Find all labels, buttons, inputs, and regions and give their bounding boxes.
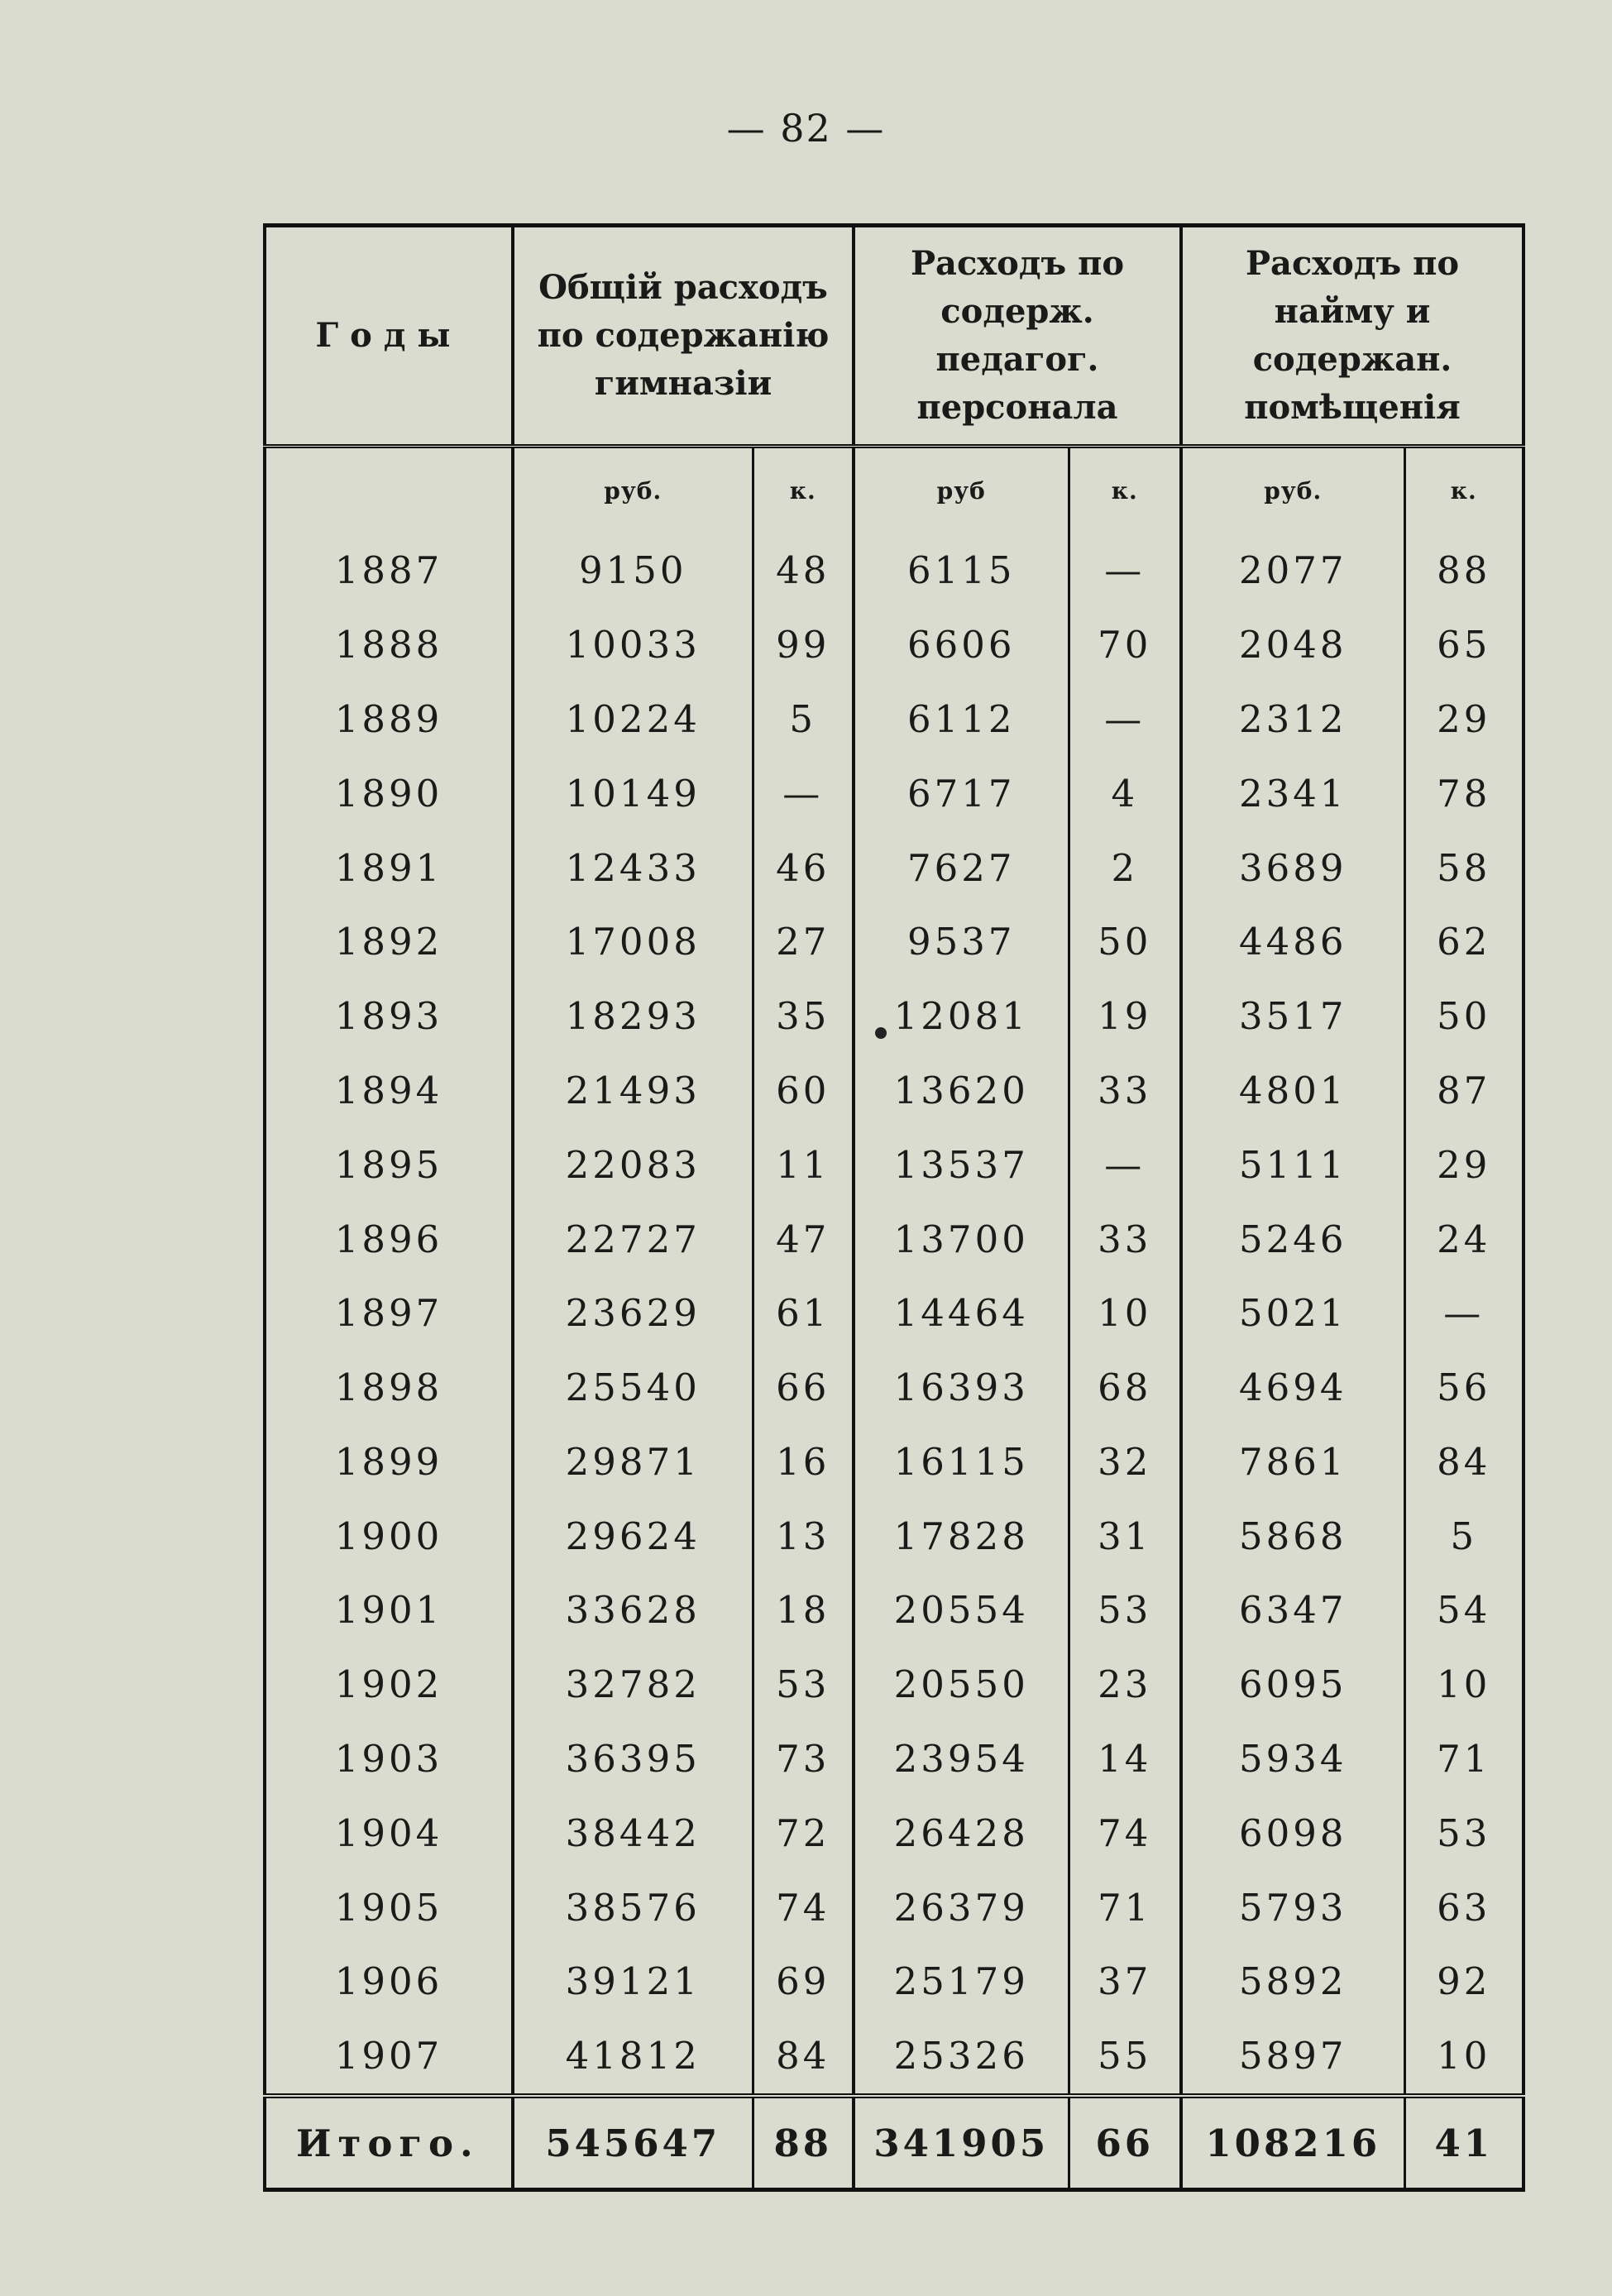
cell-premises-kop: 65 <box>1404 608 1524 682</box>
table-row <box>265 1499 1524 1573</box>
cell-total-rub: 36395 <box>513 1722 753 1796</box>
table-row <box>265 1722 1524 1796</box>
cell-premises-rub: 4801 <box>1181 1054 1404 1128</box>
table-row <box>265 1944 1524 2019</box>
header-row <box>265 226 1524 447</box>
cell-premises-kop: 78 <box>1404 756 1524 830</box>
cell-total-rub: 29871 <box>513 1425 753 1500</box>
cell-premises-rub: 2048 <box>1181 608 1404 682</box>
cell-premises-kop: — <box>1404 1276 1524 1351</box>
header-years: Годы <box>265 226 513 447</box>
cell-premises-rub: 2341 <box>1181 756 1404 830</box>
cell-premises-rub: 6098 <box>1181 1796 1404 1870</box>
cell-staff-rub: 6115 <box>854 533 1069 608</box>
header-total-expense: Общій расходъ по содержанію гимназіи <box>513 226 854 447</box>
cell-staff-kop: 68 <box>1069 1351 1181 1425</box>
cell-total-kop: 5 <box>753 682 854 757</box>
cell-premises-rub: 5934 <box>1181 1722 1404 1796</box>
cell-total-rub: 18293 <box>513 979 753 1054</box>
cell-premises-rub: 2077 <box>1181 533 1404 608</box>
cell-premises-rub: 5892 <box>1181 1944 1404 2019</box>
cell-total-rub: 10149 <box>513 756 753 830</box>
total-staff-kop: 66 <box>1069 2096 1181 2190</box>
cell-staff-kop: 71 <box>1069 1870 1181 1944</box>
cell-staff-rub: 13537 <box>854 1127 1069 1202</box>
cell-staff-kop: 19 <box>1069 979 1181 1054</box>
cell-staff-rub: 20554 <box>854 1573 1069 1648</box>
unit-rub: руб. <box>513 447 753 533</box>
cell-total-rub: 29624 <box>513 1499 753 1573</box>
cell-premises-kop: 54 <box>1404 1573 1524 1648</box>
cell-staff-rub: 26428 <box>854 1796 1069 1870</box>
cell-premises-rub: 3517 <box>1181 979 1404 1054</box>
cell-total-kop: 74 <box>753 1870 854 1944</box>
cell-total-kop: 46 <box>753 830 854 905</box>
page-number: — 82 — <box>726 106 886 151</box>
unit-kop: к. <box>1069 447 1181 533</box>
cell-total-kop: 13 <box>753 1499 854 1573</box>
unit-rub: руб <box>854 447 1069 533</box>
cell-staff-kop: — <box>1069 1127 1181 1202</box>
header-premises: Расходъ по найму и содержан. помѣщенія <box>1181 226 1524 447</box>
table-row <box>265 533 1524 608</box>
cell-year: 1904 <box>265 1796 513 1870</box>
cell-staff-rub: 6112 <box>854 682 1069 757</box>
expense-table <box>263 223 1525 2192</box>
cell-premises-rub: 5021 <box>1181 1276 1404 1351</box>
table-row <box>265 1425 1524 1500</box>
cell-premises-kop: 29 <box>1404 682 1524 757</box>
cell-staff-rub: 23954 <box>854 1722 1069 1796</box>
cell-premises-rub: 2312 <box>1181 682 1404 757</box>
cell-staff-rub: 20550 <box>854 1648 1069 1722</box>
total-premises-rub: 108216 <box>1181 2096 1404 2190</box>
cell-staff-kop: 70 <box>1069 608 1181 682</box>
cell-premises-kop: 29 <box>1404 1127 1524 1202</box>
table-row <box>265 1573 1524 1648</box>
cell-premises-rub: 4486 <box>1181 905 1404 979</box>
cell-year: 1896 <box>265 1202 513 1276</box>
cell-year: 1895 <box>265 1127 513 1202</box>
cell-total-rub: 10033 <box>513 608 753 682</box>
table-row <box>265 905 1524 979</box>
cell-year: 1906 <box>265 1944 513 2019</box>
cell-premises-kop: 10 <box>1404 2019 1524 2096</box>
cell-staff-kop: — <box>1069 533 1181 608</box>
cell-total-kop: 11 <box>753 1127 854 1202</box>
cell-staff-kop: 2 <box>1069 830 1181 905</box>
cell-total-rub: 12433 <box>513 830 753 905</box>
unit-kop: к. <box>753 447 854 533</box>
cell-year: 1892 <box>265 905 513 979</box>
cell-total-kop: 60 <box>753 1054 854 1128</box>
cell-premises-kop: 58 <box>1404 830 1524 905</box>
table-row <box>265 1202 1524 1276</box>
cell-staff-rub: 16115 <box>854 1425 1069 1500</box>
cell-total-kop: 53 <box>753 1648 854 1722</box>
cell-total-rub: 39121 <box>513 1944 753 2019</box>
cell-staff-rub: 6717 <box>854 756 1069 830</box>
total-expense-kop: 88 <box>753 2096 854 2190</box>
cell-total-kop: 18 <box>753 1573 854 1648</box>
cell-year: 1900 <box>265 1499 513 1573</box>
cell-year: 1894 <box>265 1054 513 1128</box>
cell-year: 1887 <box>265 533 513 608</box>
cell-year: 1902 <box>265 1648 513 1722</box>
cell-total-rub: 25540 <box>513 1351 753 1425</box>
ink-speck <box>875 1027 887 1039</box>
cell-premises-rub: 5868 <box>1181 1499 1404 1573</box>
cell-premises-kop: 53 <box>1404 1796 1524 1870</box>
cell-premises-kop: 5 <box>1404 1499 1524 1573</box>
unit-kop: к. <box>1404 447 1524 533</box>
table-row <box>265 1351 1524 1425</box>
cell-total-kop: 61 <box>753 1276 854 1351</box>
cell-staff-rub: 25179 <box>854 1944 1069 2019</box>
cell-year: 1891 <box>265 830 513 905</box>
cell-premises-kop: 62 <box>1404 905 1524 979</box>
cell-staff-rub: 25326 <box>854 2019 1069 2096</box>
header-teaching-staff: Расходъ по содерж. педагог. персонала <box>854 226 1181 447</box>
cell-staff-kop: 31 <box>1069 1499 1181 1573</box>
cell-premises-kop: 84 <box>1404 1425 1524 1500</box>
table-row <box>265 1796 1524 1870</box>
cell-year: 1888 <box>265 608 513 682</box>
cell-staff-kop: — <box>1069 682 1181 757</box>
table-row <box>265 2019 1524 2096</box>
cell-staff-kop: 37 <box>1069 1944 1181 2019</box>
cell-year: 1897 <box>265 1276 513 1351</box>
cell-staff-rub: 26379 <box>854 1870 1069 1944</box>
cell-staff-kop: 10 <box>1069 1276 1181 1351</box>
cell-staff-kop: 33 <box>1069 1202 1181 1276</box>
cell-year: 1890 <box>265 756 513 830</box>
cell-staff-rub: 6606 <box>854 608 1069 682</box>
cell-premises-rub: 5897 <box>1181 2019 1404 2096</box>
cell-total-kop: 47 <box>753 1202 854 1276</box>
cell-premises-kop: 88 <box>1404 533 1524 608</box>
cell-staff-rub: 16393 <box>854 1351 1069 1425</box>
cell-staff-kop: 4 <box>1069 756 1181 830</box>
cell-total-kop: 69 <box>753 1944 854 2019</box>
cell-staff-rub: 9537 <box>854 905 1069 979</box>
table-row <box>265 756 1524 830</box>
total-premises-kop: 41 <box>1404 2096 1524 2190</box>
cell-premises-kop: 24 <box>1404 1202 1524 1276</box>
cell-premises-kop: 50 <box>1404 979 1524 1054</box>
cell-total-rub: 22083 <box>513 1127 753 1202</box>
cell-premises-rub: 4694 <box>1181 1351 1404 1425</box>
cell-premises-rub: 5246 <box>1181 1202 1404 1276</box>
cell-premises-kop: 56 <box>1404 1351 1524 1425</box>
cell-year: 1898 <box>265 1351 513 1425</box>
table-row <box>265 1054 1524 1128</box>
cell-total-rub: 38576 <box>513 1870 753 1944</box>
unit-rub: руб. <box>1181 447 1404 533</box>
cell-total-rub: 38442 <box>513 1796 753 1870</box>
cell-total-rub: 23629 <box>513 1276 753 1351</box>
cell-year: 1903 <box>265 1722 513 1796</box>
cell-year: 1901 <box>265 1573 513 1648</box>
cell-total-kop: 48 <box>753 533 854 608</box>
cell-premises-kop: 71 <box>1404 1722 1524 1796</box>
table-row <box>265 979 1524 1054</box>
cell-total-rub: 17008 <box>513 905 753 979</box>
cell-premises-rub: 5111 <box>1181 1127 1404 1202</box>
cell-staff-kop: 32 <box>1069 1425 1181 1500</box>
table-row <box>265 1648 1524 1722</box>
cell-total-kop: 99 <box>753 608 854 682</box>
total-staff-rub: 341905 <box>854 2096 1069 2190</box>
cell-total-rub: 41812 <box>513 2019 753 2096</box>
cell-staff-kop: 14 <box>1069 1722 1181 1796</box>
total-label: Итого. <box>265 2096 513 2190</box>
cell-total-rub: 32782 <box>513 1648 753 1722</box>
cell-premises-rub: 3689 <box>1181 830 1404 905</box>
total-expense-rub: 545647 <box>513 2096 753 2190</box>
cell-premises-rub: 6095 <box>1181 1648 1404 1722</box>
table-row <box>265 830 1524 905</box>
cell-staff-kop: 55 <box>1069 2019 1181 2096</box>
table-row <box>265 1870 1524 1944</box>
units-row <box>265 447 1524 533</box>
cell-year: 1893 <box>265 979 513 1054</box>
cell-staff-rub: 12081 <box>854 979 1069 1054</box>
cell-total-kop: 16 <box>753 1425 854 1500</box>
total-row <box>265 2096 1524 2190</box>
cell-year: 1899 <box>265 1425 513 1500</box>
cell-staff-rub: 14464 <box>854 1276 1069 1351</box>
cell-year: 1889 <box>265 682 513 757</box>
cell-premises-kop: 92 <box>1404 1944 1524 2019</box>
cell-total-rub: 10224 <box>513 682 753 757</box>
cell-premises-kop: 87 <box>1404 1054 1524 1128</box>
cell-staff-kop: 33 <box>1069 1054 1181 1128</box>
cell-premises-rub: 6347 <box>1181 1573 1404 1648</box>
cell-staff-rub: 7627 <box>854 830 1069 905</box>
cell-staff-kop: 74 <box>1069 1796 1181 1870</box>
table-row <box>265 682 1524 757</box>
cell-premises-kop: 10 <box>1404 1648 1524 1722</box>
cell-year: 1905 <box>265 1870 513 1944</box>
cell-total-kop: 72 <box>753 1796 854 1870</box>
cell-total-kop: 66 <box>753 1351 854 1425</box>
cell-premises-rub: 7861 <box>1181 1425 1404 1500</box>
cell-premises-rub: 5793 <box>1181 1870 1404 1944</box>
table-row <box>265 608 1524 682</box>
cell-premises-kop: 63 <box>1404 1870 1524 1944</box>
cell-total-kop: 27 <box>753 905 854 979</box>
cell-staff-rub: 13620 <box>854 1054 1069 1128</box>
cell-total-kop: 73 <box>753 1722 854 1796</box>
cell-staff-rub: 17828 <box>854 1499 1069 1573</box>
cell-total-kop: 35 <box>753 979 854 1054</box>
cell-total-rub: 21493 <box>513 1054 753 1128</box>
table-row <box>265 1127 1524 1202</box>
cell-year: 1907 <box>265 2019 513 2096</box>
cell-total-rub: 33628 <box>513 1573 753 1648</box>
cell-staff-kop: 50 <box>1069 905 1181 979</box>
units-empty <box>265 447 513 533</box>
cell-total-rub: 22727 <box>513 1202 753 1276</box>
table-row <box>265 1276 1524 1351</box>
cell-staff-rub: 13700 <box>854 1202 1069 1276</box>
table-body <box>265 533 1524 2096</box>
cell-total-kop: 84 <box>753 2019 854 2096</box>
cell-total-rub: 9150 <box>513 533 753 608</box>
cell-staff-kop: 53 <box>1069 1573 1181 1648</box>
cell-total-kop: — <box>753 756 854 830</box>
cell-staff-kop: 23 <box>1069 1648 1181 1722</box>
